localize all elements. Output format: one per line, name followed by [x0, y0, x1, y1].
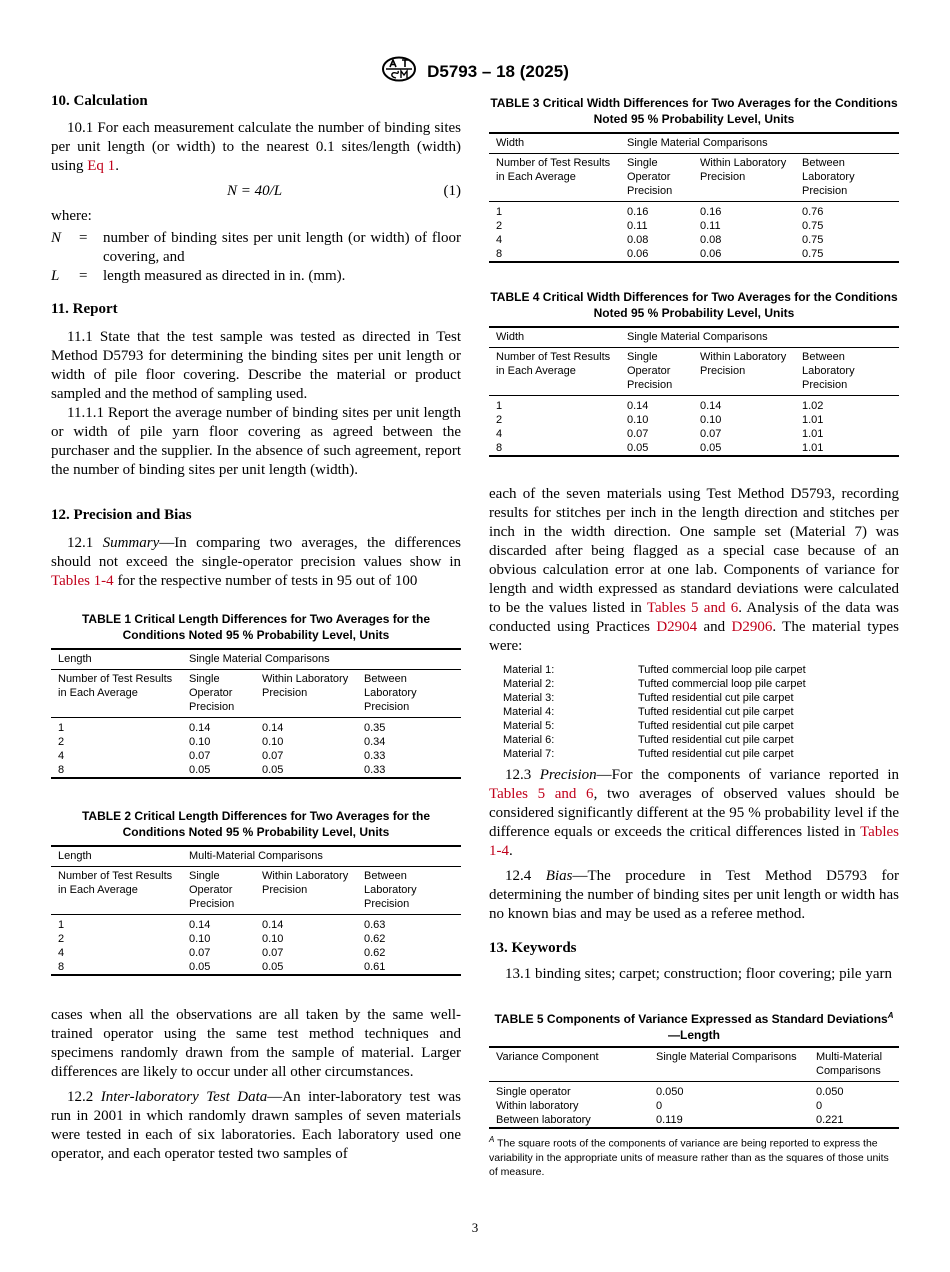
where-label: where:: [51, 208, 92, 224]
table-row: 2 0.10 0.10 0.34: [58, 736, 386, 748]
section-heading: 11. Report: [51, 301, 118, 317]
equation-1: [51, 182, 461, 201]
table-caption: TABLE 1 Critical Length Differences for Two Averages for the Conditions Noted 95 % Probability Level, Units: [81, 612, 431, 642]
definition-row: N = number of binding sites per unit length (or width) of floor covering, and: [51, 230, 461, 265]
tables-5-6-link[interactable]: Tables 5 and 6: [646, 600, 739, 616]
d2906-link[interactable]: D2906: [731, 619, 773, 635]
section-12: [51, 506, 461, 591]
paragraph-10-1: 10.1 For each measurement calculate the number of binding sites per unit length (or width) to the nearest 0.1 sites/length (width) using Eq 1.: [51, 120, 461, 174]
section-12-2-continued: [489, 485, 899, 984]
table-4: TABLE 4 Critical Width Differences for Two Averages for the Conditions Noted 95 % Probability Level, Units Width Single Material Comparisons Number of Test Results in Each Average Single Operator Precision Within Laboratory Precision Between Laboratory Precision 1 0.14 0.14 1.02 2 0.10 0.10 1.01 4 0.07 0.07 1.01 8 0.05 0.05 1.01: [490, 290, 898, 454]
table-caption: TABLE 5 Components of Variance Expressed as Standard Deviations$^A$ —Length: [494, 1011, 894, 1042]
list-item: Material 1: Tufted commercial loop pile carpet: [503, 664, 806, 676]
paragraph-12-2: 12.2 Inter-laboratory Test Data—An inter-laboratory test was run in 2001 in which randomly drawn samples of seven materials were tested in each of six laboratories. Each laboratory used one operator, and each operator tested two samples of: [51, 1089, 461, 1162]
table-row: 8 0.05 0.05 0.61: [51, 960, 461, 975]
table-5: TABLE 5 Components of Variance Expressed as Standard Deviations$^A$ —Length Variance Component Single Material Comparisons Multi-Material Comparisons Single operator 0.050 0.050 Within laboratory 0 0 Between laboratory 0.119 0.221 $^A$ The square roots of the components of variance are being reported to express the variability in the appropriate units of measure rather than as the squares of those units of measure.: [489, 1008, 899, 1179]
table-row: 1 0.14 0.14 0.35: [58, 722, 386, 734]
section-heading: 12. Precision and Bias: [51, 507, 192, 523]
table-row: 4 0.08 0.08 0.75: [496, 234, 824, 246]
table-row: 8 0.06 0.06 0.75: [489, 247, 899, 262]
paragraph-12-2-continued: each of the seven materials using Test Method D5793, recording results for stitches per inch in the length direction and stitches per inch in the width direction. One sample set (Material 7) was discarded after being flagged as a special case because of an obvious calculation error at one lab. Components of variance for length and width expressed as standard deviations were calculated to be the values listed in Tables 5 and 6. Analysis of the data was conducted using Practices D2904 and D2906. The material types were:: [489, 486, 899, 654]
equation-number: (1): [443, 183, 461, 199]
list-item: Material 2: Tufted commercial loop pile carpet: [503, 678, 806, 690]
section-12-continued: [51, 1006, 461, 1164]
table-1: TABLE 1 Critical Length Differences for Two Averages for the Conditions Noted 95 % Probability Level, Units Length Single Material Comparisons Number of Test Results in Each Average Single Operator Precision Within Laboratory Precision Between Laboratory Precision 1 0.14 0.14 0.35 2 0.10 0.10 0.34 4 0.07 0.07 0.33 8 0.05 0.05 0.33: [51, 611, 461, 779]
tables-5-6-link[interactable]: Tables 5 and 6: [489, 786, 594, 802]
table-row: 1 0.16 0.16 0.76: [496, 206, 824, 218]
section-heading: 13. Keywords: [489, 940, 577, 956]
table-row: 4 0.07 0.07 0.62: [58, 947, 386, 959]
table-3: TABLE 3 Critical Width Differences for Two Averages for the Conditions Noted 95 % Probability Level, Units Width Single Material Comparisons Number of Test Results in Each Average Single Operator Precision Within Laboratory Precision Between Laboratory Precision 1 0.16 0.16 0.76 2 0.11 0.11 0.75 4 0.08 0.08 0.75 8 0.06 0.06 0.75: [490, 96, 898, 260]
table-row: Between laboratory 0.119 0.221: [489, 1113, 899, 1128]
d2904-link[interactable]: D2904: [656, 619, 698, 635]
paragraph-12-1-continued: cases when all the observations are all taken by the same well-trained operator using the same test method techniques and specimens randomly drawn from the sample of material. Larger differences are likely to occur under all other circumstances.: [51, 1007, 461, 1080]
table-row: 2 0.10 0.10 0.62: [58, 933, 386, 945]
table-footnote: $^A$ The square roots of the components of variance are being reported to express the variability in the appropriate units of measure rather than as the squares of those units of measure.: [489, 1135, 889, 1178]
table-row: 1 0.14 0.14 0.63: [58, 919, 386, 931]
standard-designation: D5793 – 18 (2025): [427, 61, 569, 81]
list-item: Material 4: Tufted residential cut pile carpet: [503, 706, 794, 718]
equation-expression: N = 40/L: [227, 183, 283, 199]
page-header: [0, 56, 950, 87]
table-caption: TABLE 4 Critical Width Differences for Two Averages for the Conditions Noted 95 % Probability Level, Units: [490, 290, 898, 320]
table-caption: TABLE 2 Critical Length Differences for Two Averages for the Conditions Noted 95 % Probability Level, Units: [81, 809, 431, 839]
page-number: 3: [471, 1220, 479, 1235]
table-caption: TABLE 3 Critical Width Differences for Two Averages for the Conditions Noted 95 % Probability Level, Units: [490, 96, 898, 126]
tables-1-4-link[interactable]: Tables 1-4: [489, 824, 899, 859]
table-row: 8 0.05 0.05 1.01: [489, 441, 899, 456]
table-row: 1 0.14 0.14 1.02: [496, 400, 824, 412]
paragraph-13-1: 13.1 binding sites; carpet; construction; floor covering; pile yarn: [505, 966, 892, 982]
material-list: [503, 663, 899, 761]
table-row: 4 0.07 0.07 0.33: [58, 750, 386, 762]
tables-1-4-link[interactable]: Tables 1-4: [51, 573, 114, 589]
paragraph-12-3: 12.3 Precision—For the components of variance reported in Tables 5 and 6, two averages of observed values should be considered significantly different at the 95 % probability level if the difference equals or exceeds the critical differences listed in Tables 1-4.: [489, 767, 899, 859]
section-11: [51, 300, 461, 480]
definition-row: L = length measured as directed in in. (mm).: [51, 268, 346, 284]
table-row: 2 0.11 0.11 0.75: [496, 220, 824, 232]
table-row: 2 0.10 0.10 1.01: [496, 414, 824, 426]
table-row: 4 0.07 0.07 1.01: [496, 428, 824, 440]
list-item: Material 5: Tufted residential cut pile carpet: [503, 720, 794, 732]
list-item: Material 6: Tufted residential cut pile carpet: [503, 734, 794, 746]
eq-1-link[interactable]: Eq 1: [87, 158, 116, 174]
table-row: Single operator 0.050 0.050: [496, 1086, 844, 1098]
paragraph-11-1: 11.1 State that the test sample was tested as directed in Test Method D5793 for determining the binding sites per unit length or width of pile floor covering. Describe the material or product sampled and the method of sampling used.: [51, 329, 461, 402]
list-item: Material 3: Tufted residential cut pile carpet: [503, 692, 794, 704]
paragraph-11-1-1: 11.1.1 Report the average number of binding sites per unit length or width of pile yarn floor covering as agreed between the purchaser and the supplier. In the absence of such agreement, report the number of binding sites per unit length (width).: [51, 405, 461, 478]
table-2: TABLE 2 Critical Length Differences for Two Averages for the Conditions Noted 95 % Probability Level, Units Length Multi-Material Comparisons Number of Test Results in Each Average Single Operator Precision Within Laboratory Precision Between Laboratory Precision 1 0.14 0.14 0.63 2 0.10 0.10 0.62 4 0.07 0.07 0.62 8 0.05 0.05 0.61: [51, 808, 461, 976]
list-item: Material 7: Tufted residential cut pile carpet: [503, 748, 794, 760]
section-heading: 10. Calculation: [51, 93, 148, 109]
section-10: [51, 92, 461, 286]
table-row: Within laboratory 0 0: [496, 1100, 823, 1112]
paragraph-12-1: 12.1 Summary—In comparing two averages, the differences should not exceed the single-operator precision values show in Tables 1-4 for the respective number of tests in 95 out of 100: [51, 535, 462, 589]
paragraph-12-4: 12.4 Bias—The procedure in Test Method D5793 for determining the number of binding sites per unit length or width has no known bias and may be used as a referee method.: [489, 868, 900, 922]
table-row: 8 0.05 0.05 0.33: [51, 763, 461, 778]
astm-logo-icon: [381, 56, 417, 87]
